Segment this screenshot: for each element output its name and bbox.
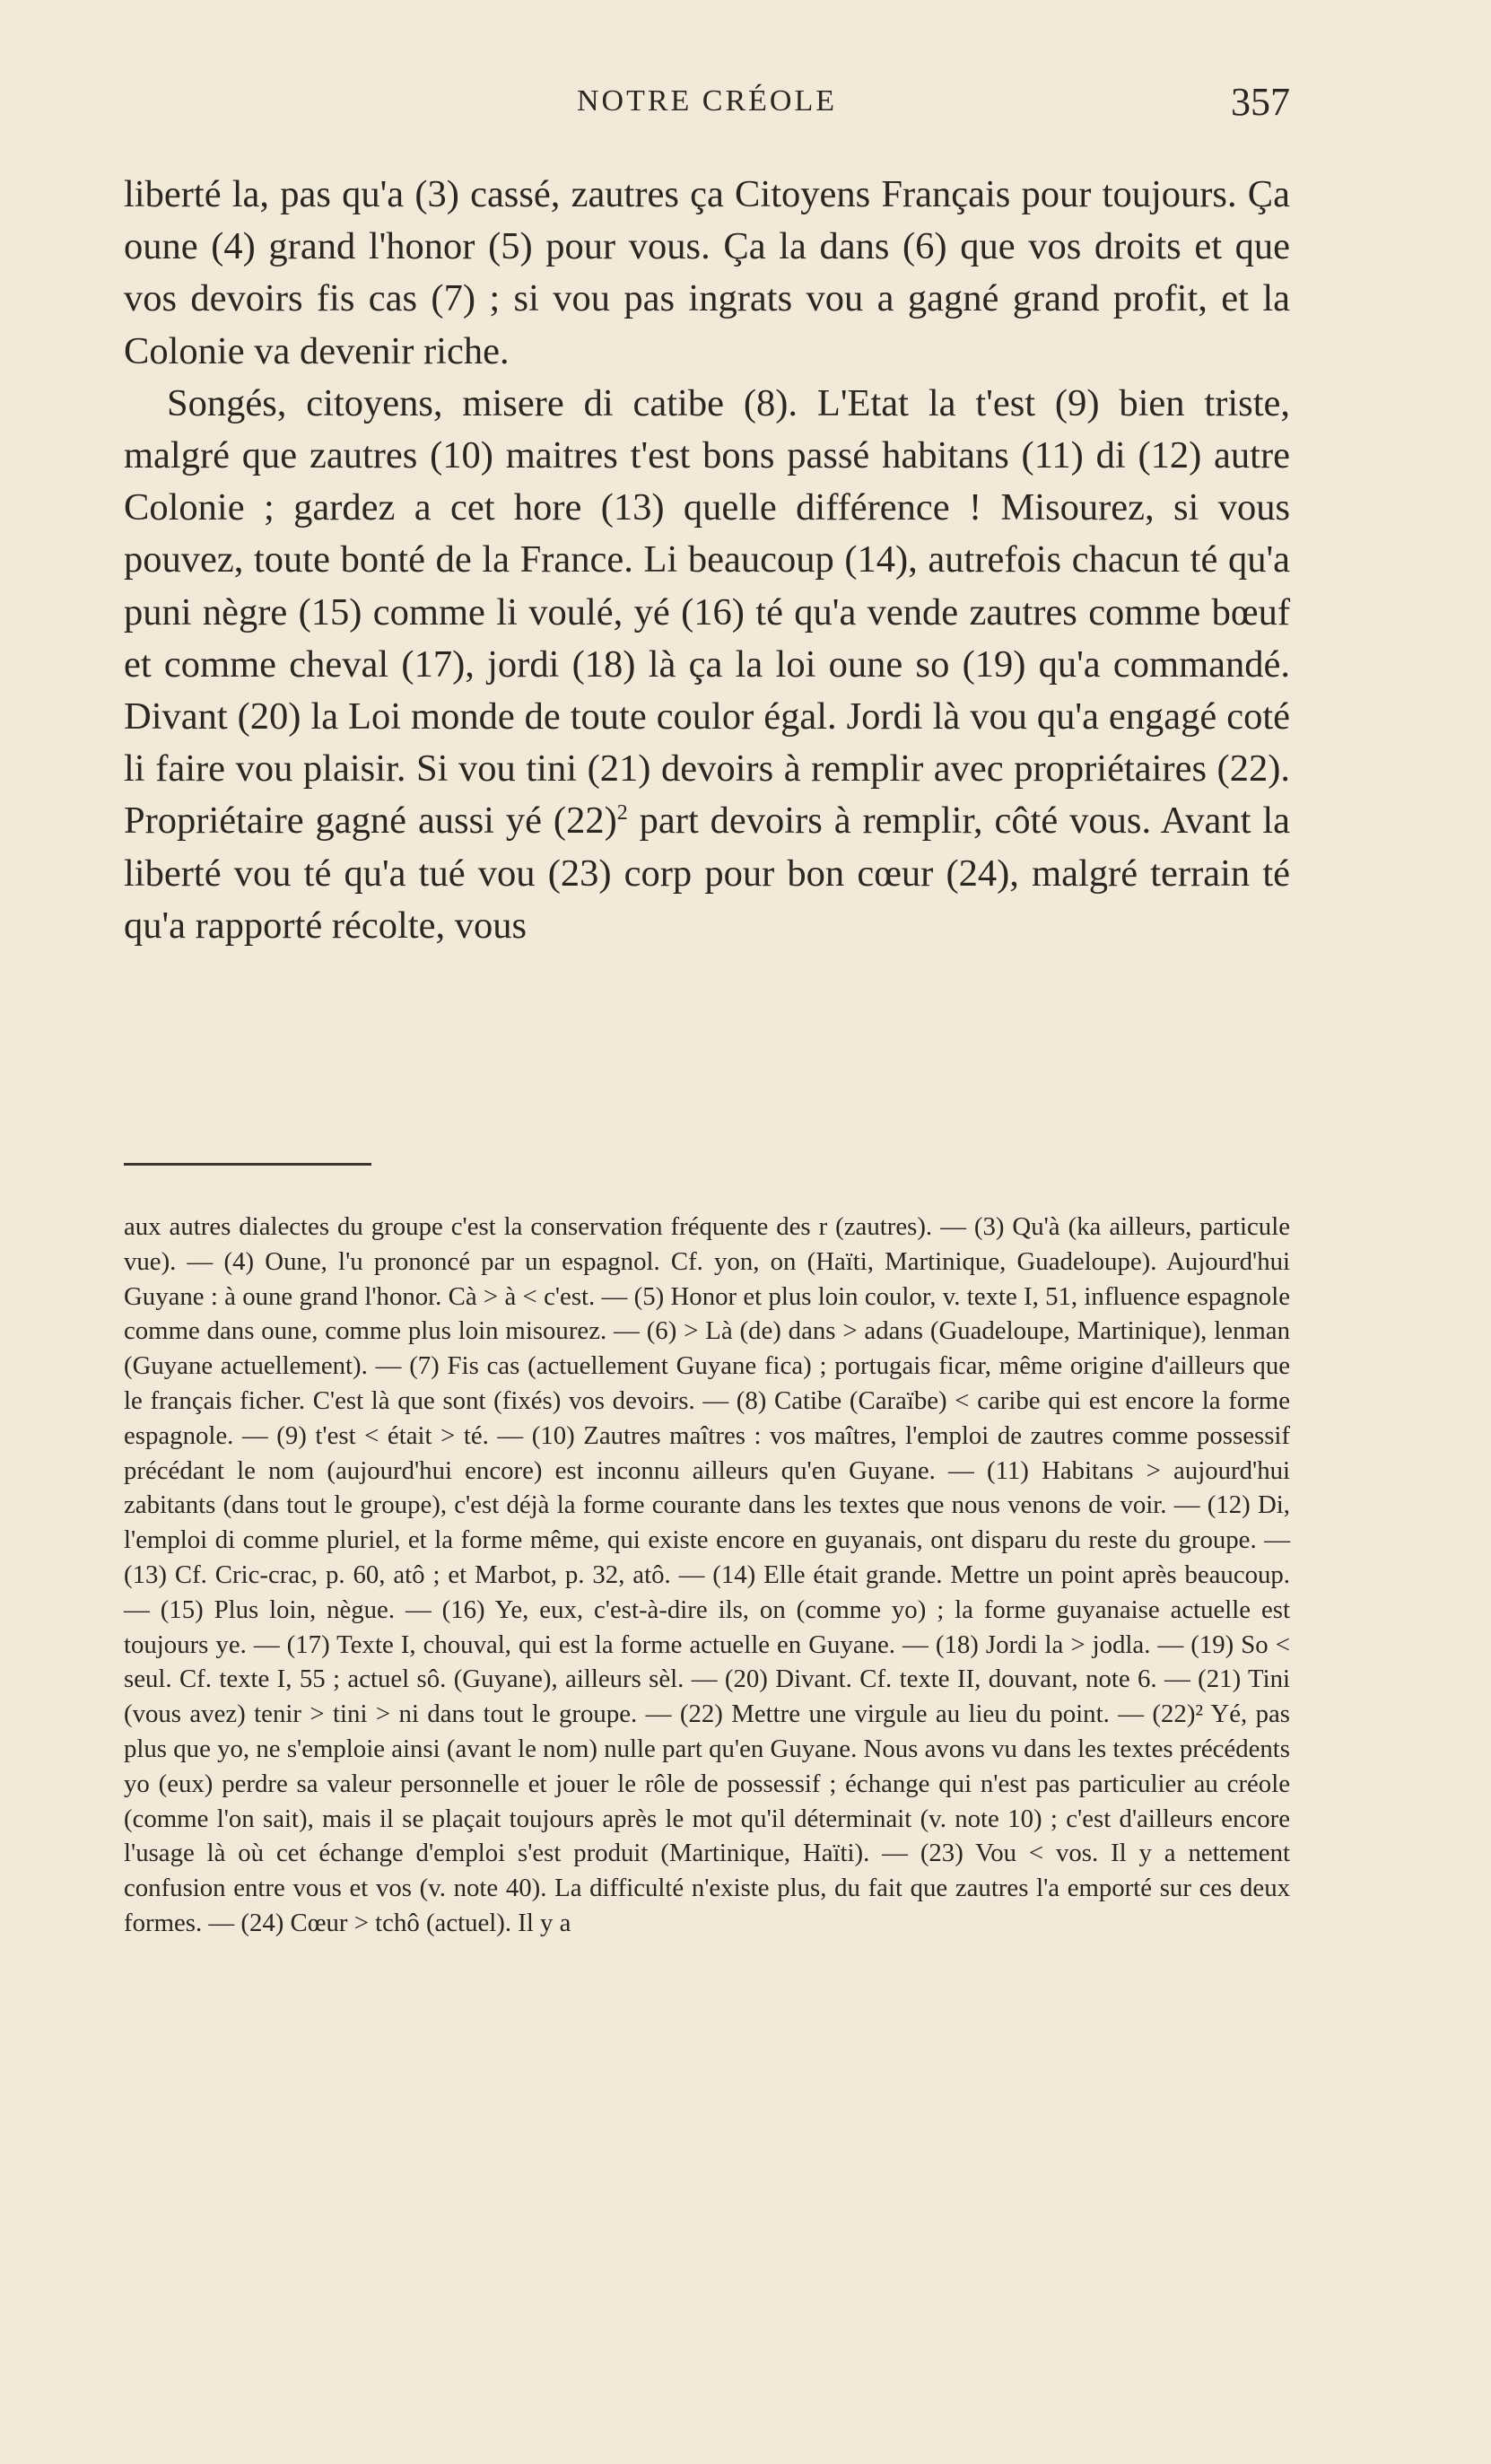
paragraph-2-continuation: part devoirs à remplir, côté vous. Avant la liberté vou té qu'a tué vou (23) corp pour bon cœur (24), malgré terrain té qu'a rapporté récolte, vous [124, 799, 1290, 947]
paragraph-1: liberté la, pas qu'a (3) cassé, zautres ça Citoyens Français pour toujours. Ça oune (4) grand l'honor (5) pour vous. Ça la dans (6) que vos droits et que vos devoirs fis cas (7) ; si vou pas ingrats vou a gagné grand profit, et la Colonie va devenir riche. [124, 173, 1290, 372]
footnotes: aux autres dialectes du groupe c'est la conservation fréquente des r (zautres). — (3) Qu'à (ka ailleurs, particule vue). — (4) Oune, l'u prononcé par un espagnol. Cf. yon, on (Haïti, Martinique, Guadeloupe). Aujourd'hui Guyane : à oune grand l'honor. Cà > à < c'est. — (5) Honor et plus loin coulor, v. texte I, 51, influence espagnole comme dans oune, comme plus loin misourez. — (6) > Là (de) dans > adans (Guadeloupe, Martinique), lenman (Guyane actuellement). — (7) Fis cas (actuellement Guyane fica) ; portugais ficar, même origine d'ailleurs que le français ficher. C'est là que sont (fixés) vos devoirs. — (8) Catibe (Caraïbe) < caribe qui est encore la forme espagnole. — (9) t'est < était > té. — (10) Zautres maîtres : vos maîtres, l'emploi de zautres comme possessif précédant le nom (aujourd'hui encore) est inconnu ailleurs qu'en Guyane. — (11) Habitans > aujourd'hui zabitants (dans tout le groupe), c'est déjà la forme courante dans les textes que nous venons de voir. — (12) Di, l'emploi di comme pluriel, et la forme même, qui existe encore en guyanais, ont disparu du reste du groupe. — (13) Cf. Cric-crac, p. 60, atô ; et Marbot, p. 32, atô. — (14) Elle était grande. Mettre un point après beaucoup. — (15) Plus loin, nègue. — (16) Ye, eux, c'est-à-dire ils, on (comme yo) ; la forme guyanaise actuelle est toujours ye. — (17) Texte I, chouval, qui est la forme actuelle en Guyane. — (18) Jordi la > jodla. — (19) So < seul. Cf. texte I, 55 ; actuel sô. (Guyane), ailleurs sèl. — (20) Divant. Cf. texte II, douvant, note 6. — (21) Tini (vous avez) tenir > tini > ni dans tout le groupe. — (22) Mettre une virgule au lieu du point. — (22)² Yé, pas plus que yo, ne s'emploie ainsi (avant le nom) nulle part qu'en Guyane. Nous avons vu dans les textes précédents yo (eux) perdre sa valeur personnelle et jouer le rôle de possessif ; échange qui n'est pas particulier au créole (comme l'on sait), mais il se plaçait toujours après le mot qu'il déterminait (v. note 10) ; c'est d'ailleurs encore l'usage là où cet échange d'emploi s'est produit (Martinique, Haïti). — (23) Vou < vos. Il y a nettement confusion entre vous et vos (v. note 40). La difficulté n'existe plus, du fait que zautres l'a emporté sur ces deux formes. — (24) Cœur > tchô (actuel). Il y a [124, 1212, 1290, 1937]
page-header [124, 79, 1290, 124]
footnote-rule [124, 1163, 371, 1166]
page-number: 357 [1231, 80, 1290, 124]
paragraph-2 [124, 378, 1290, 952]
superscript-mark: 2 [616, 801, 628, 826]
paragraph-2-text: Songés, citoyens, misere di catibe (8). L'Etat la t'est (9) bien triste, malgré que zautres (10) maitres t'est bons passé habitans (11) di (12) autre Colonie ; gardez a cet hore (13) quelle différence ! Misourez, si vous pouvez, toute bonté de la France. Li beaucoup (14), autrefois chacun té qu'a puni nègre (15) comme li voulé, yé (16) té qu'a vende zautres comme bœuf et comme cheval (17), jordi (18) là ça la loi oune so (19) qu'a commandé. Divant (20) la Loi monde de toute coulor égal. Jordi là vou qu'a engagé coté li faire vou plaisir. Si vou tini (21) devoirs à remplir avec propriétaires (22). Propriétaire gagné aussi yé (22) [124, 381, 1290, 843]
main-text [124, 169, 1290, 952]
running-head: NOTRE CRÉOLE [576, 84, 838, 118]
